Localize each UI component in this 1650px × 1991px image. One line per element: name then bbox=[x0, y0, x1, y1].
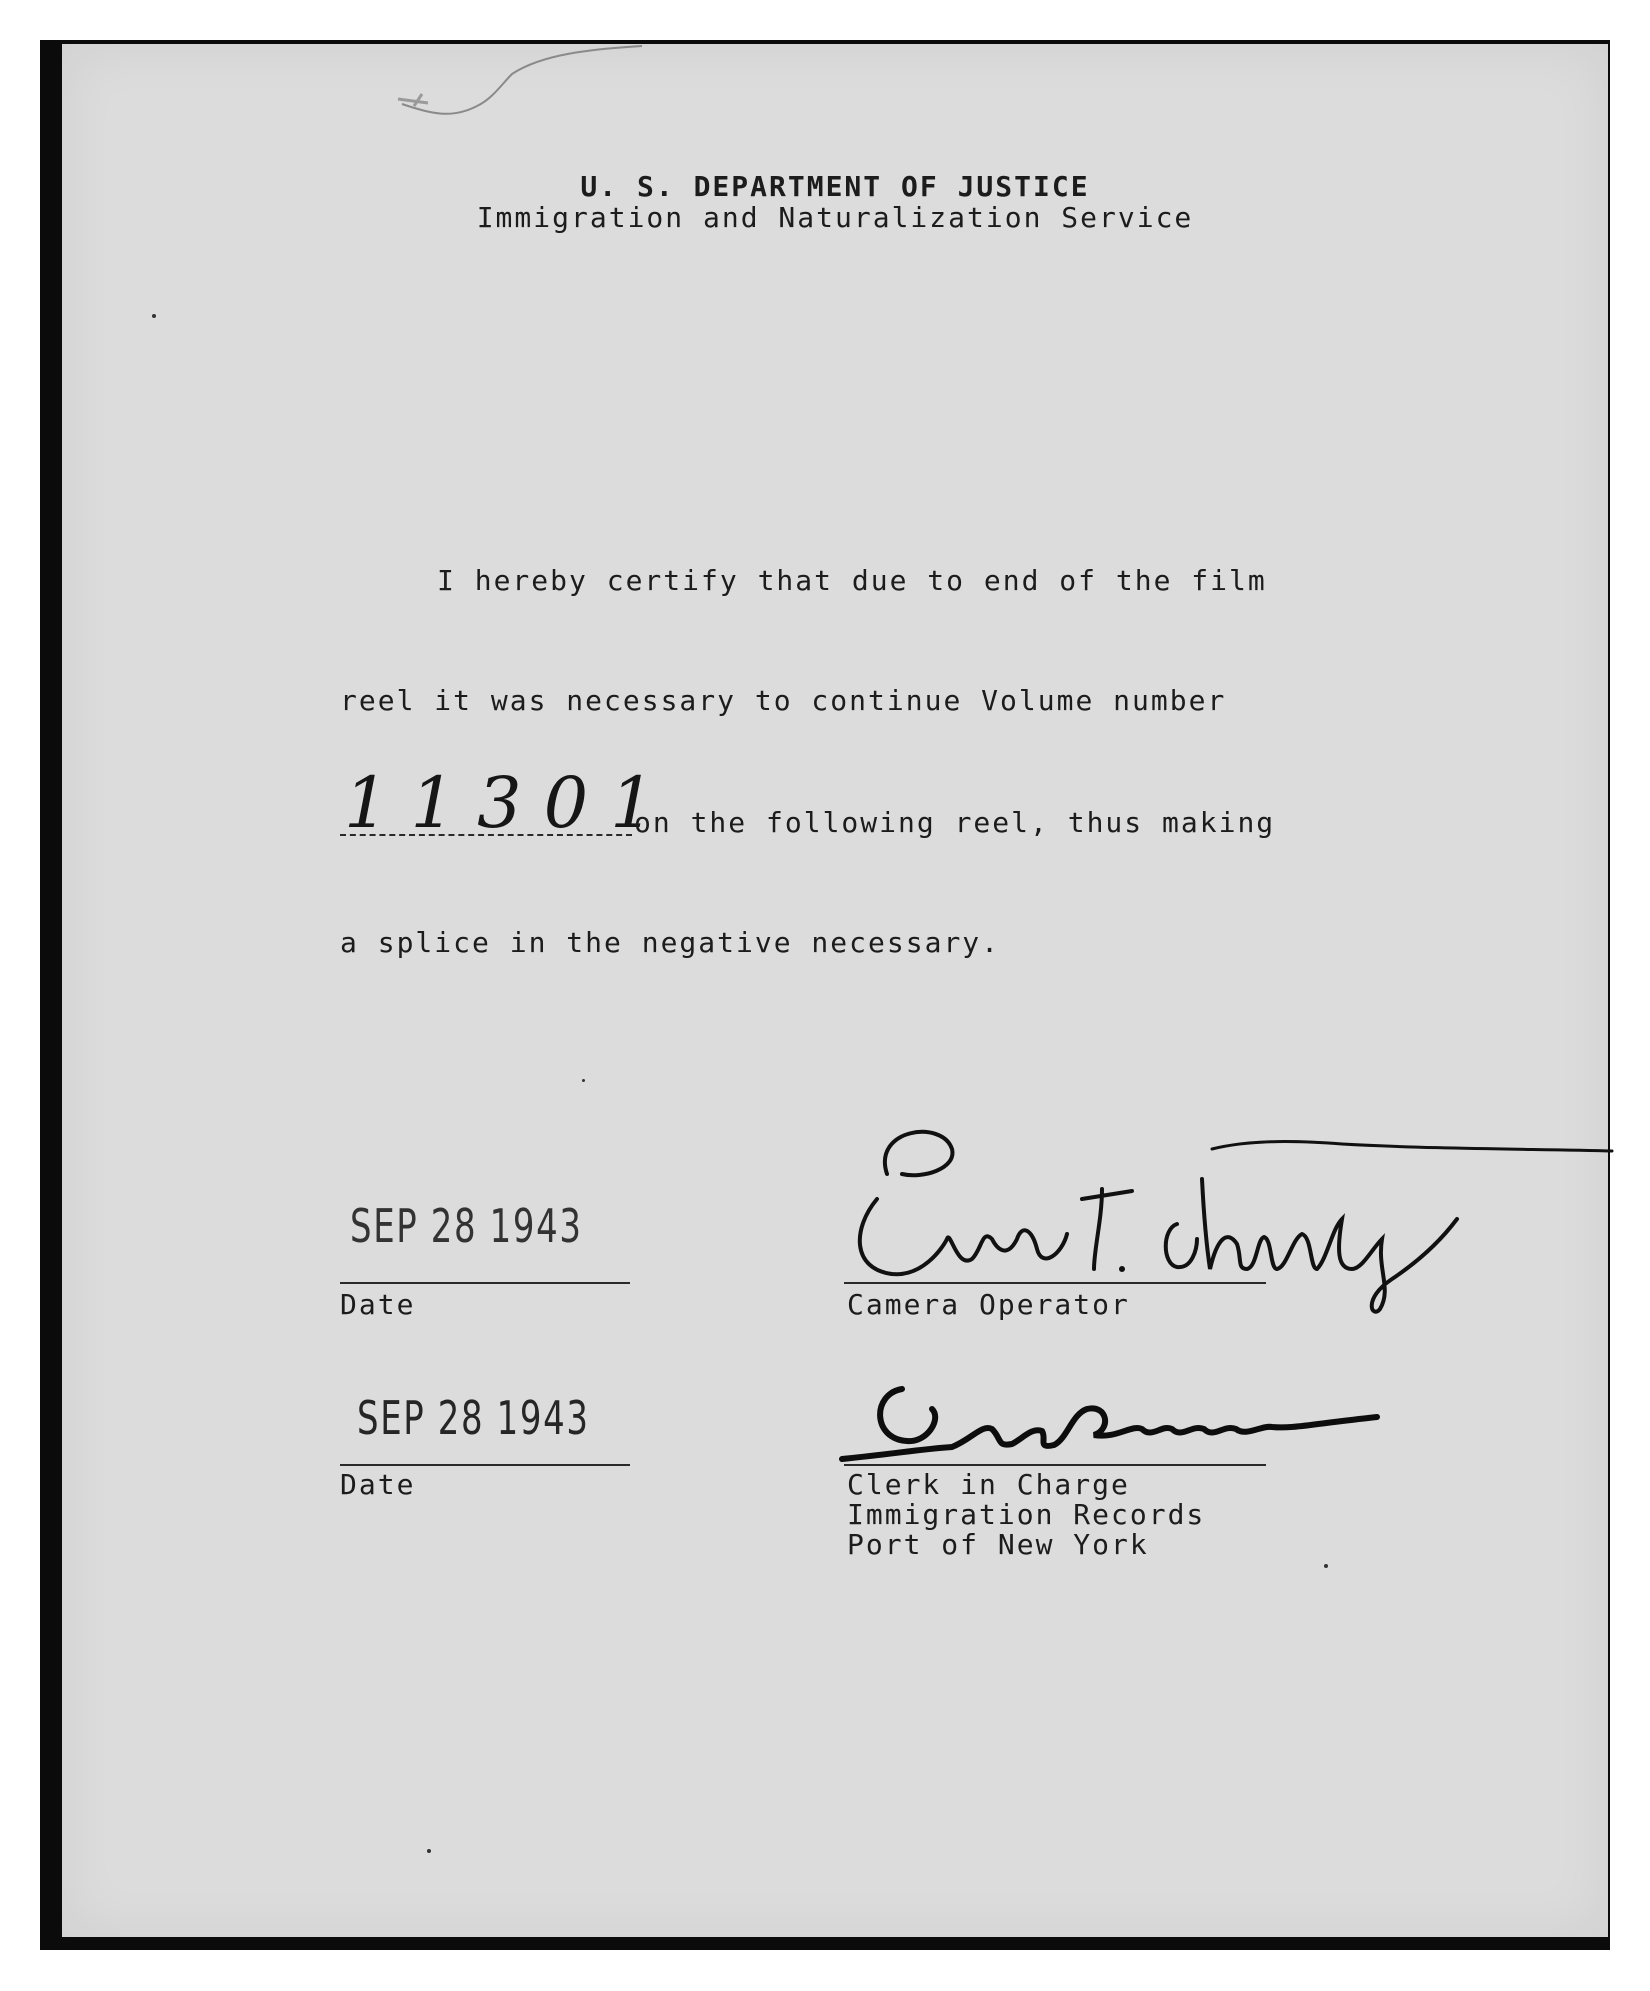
clerk-label-line-1: Clerk in Charge bbox=[847, 1468, 1130, 1501]
certification-line-4: a splice in the negative necessary. bbox=[340, 926, 1001, 959]
certification-line-2: reel it was necessary to continue Volume number bbox=[340, 684, 1227, 717]
certification-line-1: I hereby certify that due to end of the film bbox=[437, 564, 1267, 597]
camera-operator-line bbox=[844, 1282, 1266, 1284]
certification-line-3: on the following reel, thus making bbox=[634, 806, 1276, 839]
date-stamp-2: SEP 28 1943 bbox=[357, 1391, 590, 1445]
date-label-1: Date bbox=[340, 1288, 416, 1321]
clerk-label-line-3: Port of New York bbox=[847, 1528, 1149, 1561]
clip-mark-icon bbox=[392, 44, 692, 134]
camera-operator-label: Camera Operator bbox=[847, 1288, 1130, 1321]
volume-number-handwritten: 11301 bbox=[344, 762, 677, 844]
clerk-signature bbox=[832, 1369, 1392, 1469]
clerk-label-line-2: Immigration Records bbox=[847, 1498, 1206, 1531]
date-line-2 bbox=[340, 1464, 630, 1466]
paper-speck bbox=[582, 1079, 585, 1082]
paper-speck bbox=[152, 314, 156, 318]
date-stamp-1: SEP 28 1943 bbox=[350, 1199, 583, 1253]
paper-speck bbox=[427, 1849, 431, 1853]
date-line-1 bbox=[340, 1282, 630, 1284]
paper-speck bbox=[1324, 1564, 1328, 1568]
service-heading: Immigration and Naturalization Service bbox=[476, 201, 1194, 234]
department-heading: U. S. DEPARTMENT OF JUSTICE bbox=[580, 170, 1090, 203]
volume-number-underline bbox=[340, 834, 632, 836]
document-page bbox=[62, 44, 1608, 1937]
clerk-line bbox=[844, 1464, 1266, 1466]
date-label-2: Date bbox=[340, 1468, 416, 1501]
